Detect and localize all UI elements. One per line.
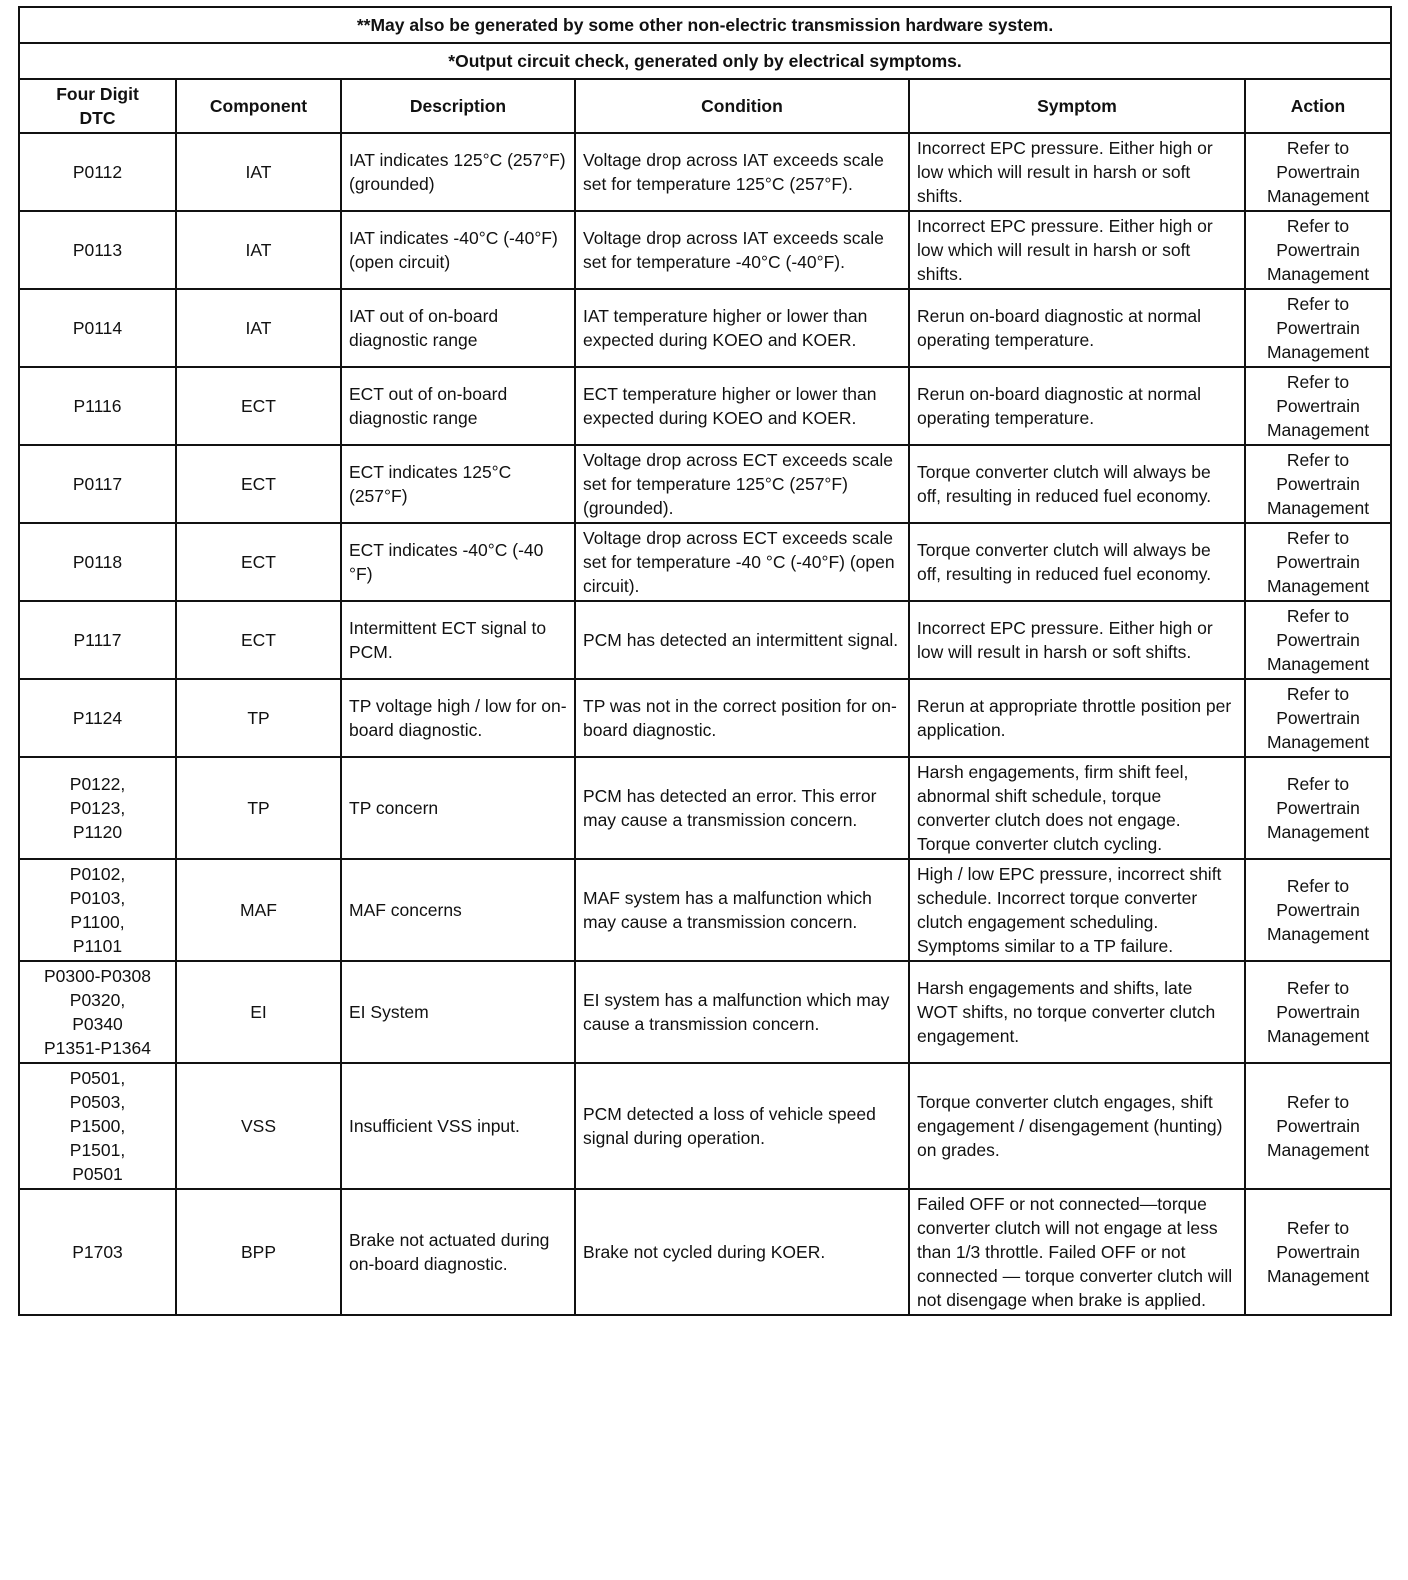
cell-condition: Voltage drop across IAT exceeds scale set for temperature -40°C (-40°F).: [575, 211, 909, 289]
header-symptom: Symptom: [909, 79, 1245, 133]
cell-dtc: P0113: [19, 211, 176, 289]
cell-condition: Voltage drop across ECT exceeds scale set for temperature -40 °C (-40°F) (open circuit).: [575, 523, 909, 601]
cell-dtc: P0112: [19, 133, 176, 211]
cell-description: Intermittent ECT signal to PCM.: [341, 601, 575, 679]
cell-action: Refer to Powertrain Management: [1245, 601, 1391, 679]
footnote-row: [19, 43, 1391, 79]
footnote-hardware: **May also be generated by some other non-electric transmission hardware system.: [19, 7, 1391, 43]
footnote-output-circuit: *Output circuit check, generated only by electrical symptoms.: [19, 43, 1391, 79]
header-component: Component: [176, 79, 341, 133]
cell-description: IAT indicates 125°C (257°F) (grounded): [341, 133, 575, 211]
footnote-row: [19, 7, 1391, 43]
table-row: [19, 445, 1391, 523]
cell-action: Refer to Powertrain Management: [1245, 757, 1391, 859]
cell-action: Refer to Powertrain Management: [1245, 961, 1391, 1063]
table-row: [19, 1063, 1391, 1189]
cell-condition: Voltage drop across IAT exceeds scale set for temperature 125°C (257°F).: [575, 133, 909, 211]
cell-dtc: P0102, P0103, P1100, P1101: [19, 859, 176, 961]
cell-component: IAT: [176, 133, 341, 211]
cell-symptom: Torque converter clutch engages, shift engagement / disengagement (hunting) on grades.: [909, 1063, 1245, 1189]
table-row: [19, 859, 1391, 961]
cell-description: TP voltage high / low for on-board diagnostic.: [341, 679, 575, 757]
header-description: Description: [341, 79, 575, 133]
header-dtc: Four Digit DTC: [19, 79, 176, 133]
table-row: [19, 1189, 1391, 1315]
cell-dtc: P0122, P0123, P1120: [19, 757, 176, 859]
cell-description: IAT out of on-board diagnostic range: [341, 289, 575, 367]
cell-symptom: Rerun at appropriate throttle position per application.: [909, 679, 1245, 757]
table-row: [19, 133, 1391, 211]
table-row: [19, 367, 1391, 445]
cell-action: Refer to Powertrain Management: [1245, 523, 1391, 601]
cell-condition: TP was not in the correct position for on-board diagnostic.: [575, 679, 909, 757]
cell-condition: PCM has detected an intermittent signal.: [575, 601, 909, 679]
table-row: [19, 211, 1391, 289]
cell-condition: MAF system has a malfunction which may cause a transmission concern.: [575, 859, 909, 961]
cell-component: TP: [176, 679, 341, 757]
cell-action: Refer to Powertrain Management: [1245, 1189, 1391, 1315]
cell-symptom: Harsh engagements and shifts, late WOT shifts, no torque converter clutch engagement.: [909, 961, 1245, 1063]
cell-symptom: Incorrect EPC pressure. Either high or low will result in harsh or soft shifts.: [909, 601, 1245, 679]
cell-symptom: Harsh engagements, firm shift feel, abnormal shift schedule, torque converter clutch does not engage. Torque converter clutch cycling.: [909, 757, 1245, 859]
cell-component: IAT: [176, 211, 341, 289]
table-row: [19, 961, 1391, 1063]
cell-dtc: P0300-P0308 P0320, P0340 P1351-P1364: [19, 961, 176, 1063]
table-row: [19, 601, 1391, 679]
cell-description: TP concern: [341, 757, 575, 859]
cell-description: Insufficient VSS input.: [341, 1063, 575, 1189]
table-row: [19, 289, 1391, 367]
table-row: [19, 679, 1391, 757]
cell-dtc: P0501, P0503, P1500, P1501, P0501: [19, 1063, 176, 1189]
cell-action: Refer to Powertrain Management: [1245, 679, 1391, 757]
cell-action: Refer to Powertrain Management: [1245, 367, 1391, 445]
cell-action: Refer to Powertrain Management: [1245, 211, 1391, 289]
cell-description: ECT out of on-board diagnostic range: [341, 367, 575, 445]
cell-action: Refer to Powertrain Management: [1245, 1063, 1391, 1189]
cell-component: EI: [176, 961, 341, 1063]
cell-component: ECT: [176, 523, 341, 601]
cell-description: EI System: [341, 961, 575, 1063]
header-action: Action: [1245, 79, 1391, 133]
cell-dtc: P1703: [19, 1189, 176, 1315]
cell-description: Brake not actuated during on-board diagnostic.: [341, 1189, 575, 1315]
cell-component: IAT: [176, 289, 341, 367]
cell-action: Refer to Powertrain Management: [1245, 289, 1391, 367]
cell-description: ECT indicates 125°C (257°F): [341, 445, 575, 523]
cell-dtc: P0118: [19, 523, 176, 601]
cell-component: MAF: [176, 859, 341, 961]
cell-dtc: P1116: [19, 367, 176, 445]
cell-description: IAT indicates -40°C (-40°F) (open circuit): [341, 211, 575, 289]
cell-symptom: Failed OFF or not connected—torque converter clutch will not engage at less than 1/3 throttle. Failed OFF or not connected — torque converter clutch will not disengage when brake is applied.: [909, 1189, 1245, 1315]
cell-symptom: Rerun on-board diagnostic at normal operating temperature.: [909, 367, 1245, 445]
column-header-row: [19, 79, 1391, 133]
cell-component: TP: [176, 757, 341, 859]
cell-symptom: Torque converter clutch will always be off, resulting in reduced fuel economy.: [909, 445, 1245, 523]
cell-symptom: Incorrect EPC pressure. Either high or low which will result in harsh or soft shifts.: [909, 211, 1245, 289]
dtc-reference-page: [18, 6, 1390, 1316]
dtc-table: [18, 6, 1392, 1316]
cell-action: Refer to Powertrain Management: [1245, 859, 1391, 961]
cell-symptom: Rerun on-board diagnostic at normal operating temperature.: [909, 289, 1245, 367]
cell-symptom: High / low EPC pressure, incorrect shift schedule. Incorrect torque converter clutch engagement scheduling. Symptoms similar to a TP failure.: [909, 859, 1245, 961]
cell-symptom: Incorrect EPC pressure. Either high or low which will result in harsh or soft shifts.: [909, 133, 1245, 211]
table-row: [19, 523, 1391, 601]
cell-condition: PCM has detected an error. This error may cause a transmission concern.: [575, 757, 909, 859]
cell-condition: ECT temperature higher or lower than expected during KOEO and KOER.: [575, 367, 909, 445]
cell-dtc: P1124: [19, 679, 176, 757]
cell-condition: Voltage drop across ECT exceeds scale set for temperature 125°C (257°F) (grounded).: [575, 445, 909, 523]
cell-condition: EI system has a malfunction which may cause a transmission concern.: [575, 961, 909, 1063]
cell-dtc: P0117: [19, 445, 176, 523]
table-row: [19, 757, 1391, 859]
cell-condition: Brake not cycled during KOER.: [575, 1189, 909, 1315]
cell-action: Refer to Powertrain Management: [1245, 133, 1391, 211]
cell-condition: IAT temperature higher or lower than expected during KOEO and KOER.: [575, 289, 909, 367]
cell-component: BPP: [176, 1189, 341, 1315]
cell-dtc: P0114: [19, 289, 176, 367]
cell-component: ECT: [176, 367, 341, 445]
cell-description: ECT indicates -40°C (-40 °F): [341, 523, 575, 601]
cell-symptom: Torque converter clutch will always be off, resulting in reduced fuel economy.: [909, 523, 1245, 601]
cell-description: MAF concerns: [341, 859, 575, 961]
header-condition: Condition: [575, 79, 909, 133]
cell-dtc: P1117: [19, 601, 176, 679]
cell-component: ECT: [176, 601, 341, 679]
cell-component: ECT: [176, 445, 341, 523]
cell-component: VSS: [176, 1063, 341, 1189]
cell-condition: PCM detected a loss of vehicle speed signal during operation.: [575, 1063, 909, 1189]
cell-action: Refer to Powertrain Management: [1245, 445, 1391, 523]
